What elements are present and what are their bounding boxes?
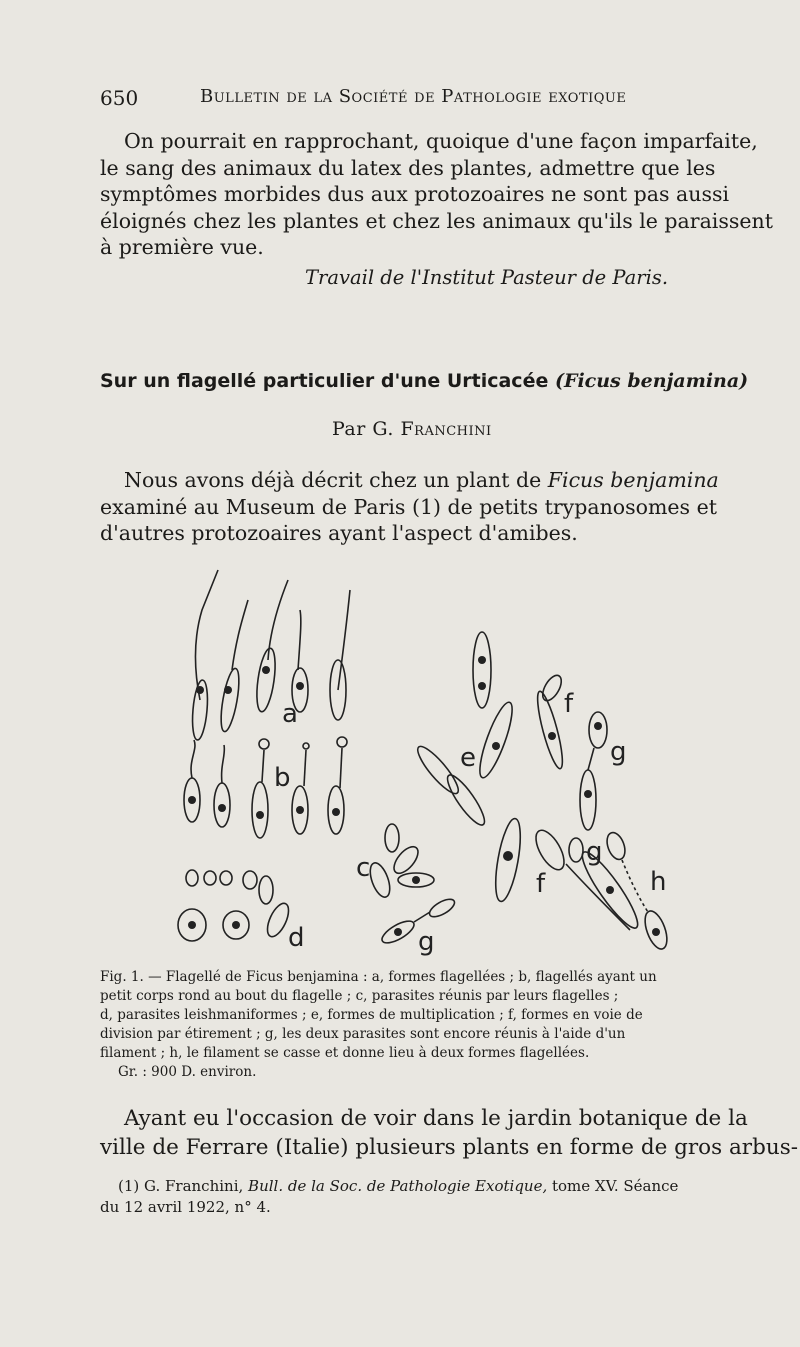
nucleus <box>594 722 602 730</box>
flagellum <box>304 750 306 786</box>
figure-label-h: h <box>650 867 667 897</box>
running-title: Bulletin de la Société de Pathologie exotique <box>200 86 627 107</box>
nucleus <box>256 811 264 819</box>
footnote <box>100 1176 750 1218</box>
nucleus <box>262 666 270 674</box>
parasite-body <box>580 770 596 830</box>
parasite-body <box>218 667 243 732</box>
text-line: d'autres protozoaires ayant l'aspect d'amibes. <box>100 521 578 545</box>
text-span: (1) G. Franchini, <box>118 1177 249 1195</box>
parasite-body <box>390 843 423 878</box>
nucleus <box>652 928 660 936</box>
flagellum <box>232 600 248 670</box>
nucleus <box>196 686 204 694</box>
flagellum <box>338 590 350 690</box>
nucleus <box>606 886 614 894</box>
author-prefix: Par G. <box>332 418 394 440</box>
figure-label-c: c <box>356 853 371 883</box>
caption-line: d, parasites leishmaniformes ; e, formes de multiplication ; f, formes en voie de <box>100 1007 643 1023</box>
page-header <box>100 86 740 112</box>
article-title-main: Sur un flagellé particulier d'une Urticacée <box>100 370 549 392</box>
parasite-body <box>442 771 490 829</box>
nucleus <box>296 806 304 814</box>
nucleus <box>188 796 196 804</box>
author-name: Franchini <box>400 418 492 440</box>
parasite-body <box>366 860 393 899</box>
text-line: le sang des animaux du latex des plantes, admettre que les <box>100 155 716 180</box>
caption-line: division par étirement ; g, les deux parasites sont encore réunis à l'aide d'un <box>100 1026 626 1042</box>
flagellum-knob <box>259 739 269 749</box>
nucleus <box>584 790 592 798</box>
caption-line: filament ; h, le filament se casse et donne lieu à deux formes flagellées. <box>100 1045 590 1061</box>
parasite-body <box>186 870 198 886</box>
credit-line: Travail de l'Institut Pasteur de Paris. <box>305 266 669 289</box>
parasite-body <box>252 782 268 838</box>
figure-label-e: e <box>460 743 476 773</box>
article-title <box>100 370 748 392</box>
paragraph-2 <box>100 467 742 547</box>
parasite-body <box>530 826 569 874</box>
figure-label-g: g <box>418 927 435 957</box>
nucleus <box>232 921 240 929</box>
flagellum <box>340 748 342 788</box>
text-line: Ayant eu l'occasion de voir dans le jardin botanique de la <box>124 1106 748 1131</box>
figure-drawing <box>170 560 690 960</box>
nucleus <box>394 928 402 936</box>
footnote-line: du 12 avril 1922, n° 4. <box>100 1198 271 1216</box>
page-number: 650 <box>100 86 139 110</box>
parasite-body <box>385 824 399 852</box>
nucleus <box>296 682 304 690</box>
flagellum-knob <box>337 737 347 747</box>
parasite-body <box>204 871 216 885</box>
parasite-body <box>220 871 232 885</box>
figure-label-f: f <box>564 689 574 719</box>
figure-svg <box>170 560 690 960</box>
journal-name: Bull. de la Soc. de Pathologie Exotique, <box>248 1177 548 1195</box>
paragraph-3 <box>100 1104 798 1162</box>
flagellum-knob <box>303 743 309 749</box>
figure-label-g: g <box>586 837 603 867</box>
nucleus <box>218 804 226 812</box>
filament <box>622 860 648 912</box>
text-line <box>100 467 742 494</box>
flagellum <box>298 610 301 670</box>
parasite-body <box>473 632 491 708</box>
text-line: examiné au Museum de Paris (1) de petits trypanosomes et <box>100 494 717 519</box>
flagellum <box>196 570 218 700</box>
parasite-body <box>243 871 257 889</box>
filament <box>566 864 630 930</box>
nucleus <box>332 808 340 816</box>
text-line: ville de Ferrare (Italie) plusieurs plants en forme de gros arbus- <box>100 1135 798 1160</box>
flagellum <box>191 740 195 778</box>
text-line: symptômes morbides dus aux protozoaires ne sont pas aussi <box>100 182 730 206</box>
nucleus <box>412 876 420 884</box>
intro-paragraph <box>100 128 773 261</box>
flagellum <box>222 745 225 783</box>
figure-label-b: b <box>274 763 291 793</box>
text-line: à première vue. <box>100 235 264 259</box>
parasite-body <box>427 896 457 920</box>
article-title-italic: (Ficus benjamina) <box>554 370 749 392</box>
species-name: Ficus benjamina <box>547 468 719 492</box>
figure-label-f: f <box>536 869 546 899</box>
text-span: tome XV. Séance <box>547 1177 679 1195</box>
flagellum <box>262 750 264 782</box>
text-span: Nous avons déjà décrit chez un plant de <box>124 468 548 492</box>
author-line <box>332 418 492 440</box>
caption-line: Fig. 1. — Flagellé de Ficus benjamina : a, formes flagellées ; b, flagellés ayant un <box>100 969 657 985</box>
parasite-body <box>533 690 567 771</box>
text-line: On pourrait en rapprochant, quoique d'une façon imparfaite, <box>124 129 758 153</box>
nucleus <box>188 921 196 929</box>
nucleus <box>224 686 232 694</box>
parasite-body <box>474 699 518 780</box>
text-line: éloignés chez les plantes et chez les animaux qu'ils le paraissent <box>100 208 773 233</box>
parasite-body <box>569 838 583 862</box>
figure-label-g: g <box>610 737 627 767</box>
parasite-body <box>259 876 273 904</box>
parasite-body <box>254 647 279 713</box>
parasite-body <box>539 672 565 703</box>
nucleus <box>478 656 486 664</box>
parasite-body <box>413 742 464 798</box>
nucleus <box>503 851 513 861</box>
parasite-body <box>604 830 629 862</box>
nucleus <box>478 682 486 690</box>
caption-line: petit corps rond au bout du flagelle ; c, parasites réunis par leurs flagelles ; <box>100 988 619 1004</box>
nucleus <box>548 732 556 740</box>
figure-label-a: a <box>282 699 298 729</box>
figure-label-d: d <box>288 923 305 953</box>
filament <box>588 748 594 770</box>
filament <box>414 912 430 922</box>
caption-line: Gr. : 900 D. environ. <box>118 1064 257 1080</box>
figure-caption <box>100 968 750 1082</box>
footnote-line <box>100 1176 750 1197</box>
nucleus <box>492 742 500 750</box>
